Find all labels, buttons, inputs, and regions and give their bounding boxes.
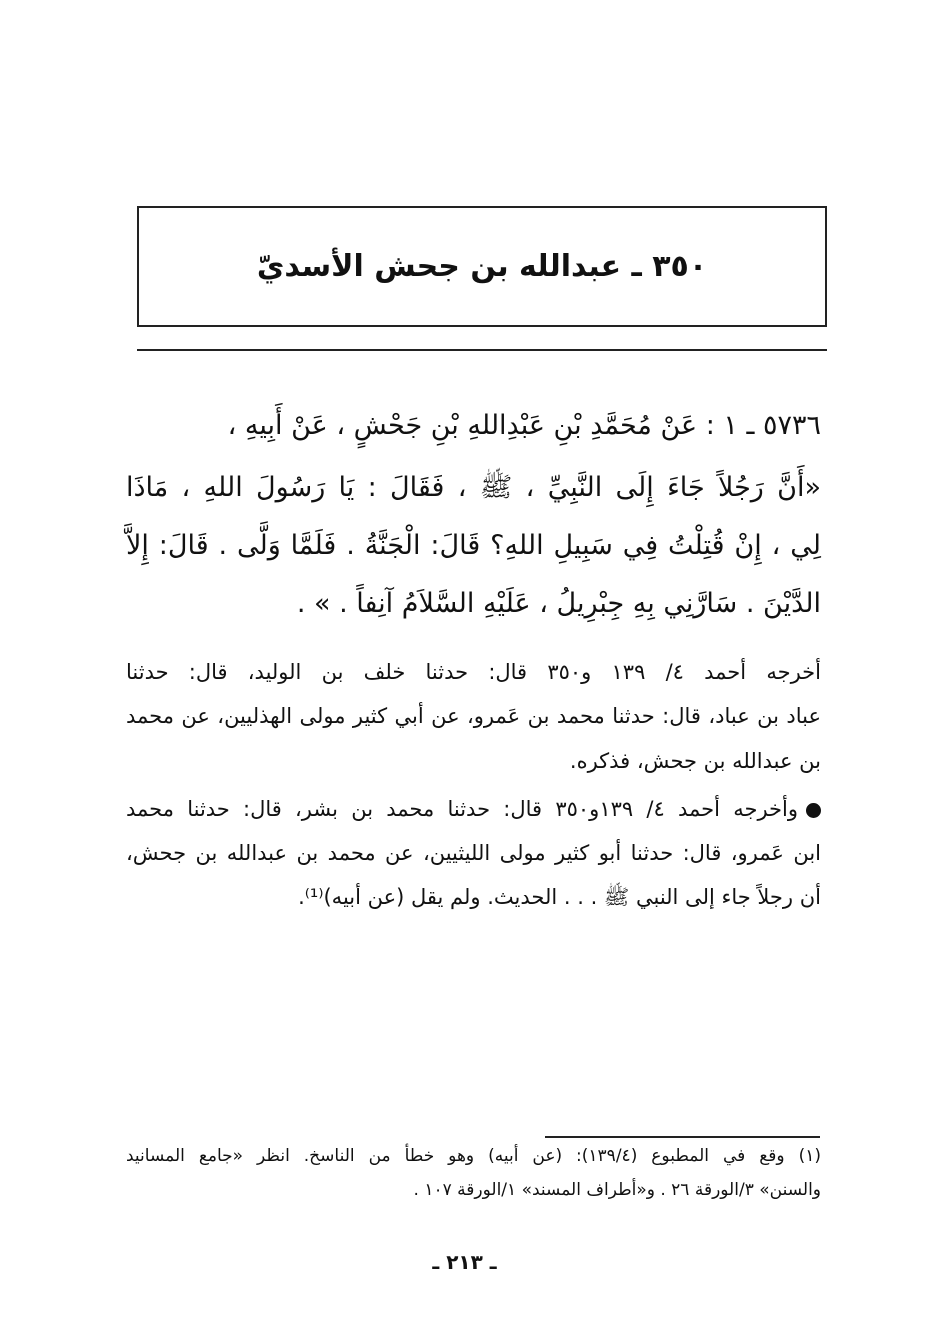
hadith-line: الدَّيْنَ . سَارَّنِي بِهِ جِبْرِيلُ ، عَلَيْهِ السَّلاَمُ آنِفاً . » . — [296, 588, 821, 619]
hadith-line: ٥٧٣٦ ـ ١ : عَنْ مُحَمَّدِ بْنِ عَبْدِاللهِ بْنِ جَحْشٍ ، عَنْ أَبِيهِ ، — [227, 410, 821, 441]
takhrij-line: عباد بن عباد، قال: حدثنا محمد بن عَمرو، عن أبي كثير مولى الهذليين، عن محمد — [126, 704, 821, 728]
takhrij-line: بن عبدالله بن جحش، فذكره. — [569, 749, 821, 773]
page-number: ـ ٢١٣ ـ — [432, 1250, 497, 1274]
takhrij-line: أن رجلاً جاء إلى النبي ﷺ . . . الحديث. ولم يقل (عن أبيه)⁽¹⁾. — [298, 885, 821, 909]
footnote-divider — [545, 1136, 820, 1138]
takhrij-line: ابن عَمرو، قال: حدثنا أبو كثير مولى الليثيين، عن محمد بن عبدالله بن جحش، — [126, 841, 821, 865]
takhrij-line-with-bullet — [126, 797, 821, 821]
footnote-line: (١) وقع في المطبوع (١٣٩/٤): (عن أبيه) وهو خطأ من الناسخ. انظر «جامع المسانيد — [126, 1146, 821, 1166]
hadith-line: لِي ، إِنْ قُتِلْتُ فِي سَبِيلِ اللهِ؟ قَالَ: الْجَنَّةُ . فَلَمَّا وَلَّى . قَالَ: إِلاَّ — [126, 530, 821, 561]
title-divider — [137, 349, 827, 351]
chapter-title-box — [137, 206, 827, 327]
takhrij-line-text: وأخرجه أحمد ٤/ ١٣٩و٣٥٠ قال: حدثنا محمد بن بشر، قال: حدثنا محمد — [126, 797, 798, 821]
bullet-icon — [806, 803, 821, 818]
footnote-line: والسنن» ٣/الورقة ٢٦ . و«أطراف المسند» ١/الورقة ١٠٧ . — [413, 1180, 821, 1200]
takhrij-line: أخرجه أحمد ٤/ ١٣٩ و٣٥٠ قال: حدثنا خلف بن الوليد، قال: حدثنا — [126, 660, 821, 684]
hadith-line: «أَنَّ رَجُلاً جَاءَ إِلَى النَّبِيِّ ، ﷺ ، فَقَالَ : يَا رَسُولَ اللهِ ، مَاذَا — [126, 472, 821, 503]
chapter-title: ٣٥٠ ـ عبدالله بن جحش الأسديّ — [256, 249, 708, 284]
